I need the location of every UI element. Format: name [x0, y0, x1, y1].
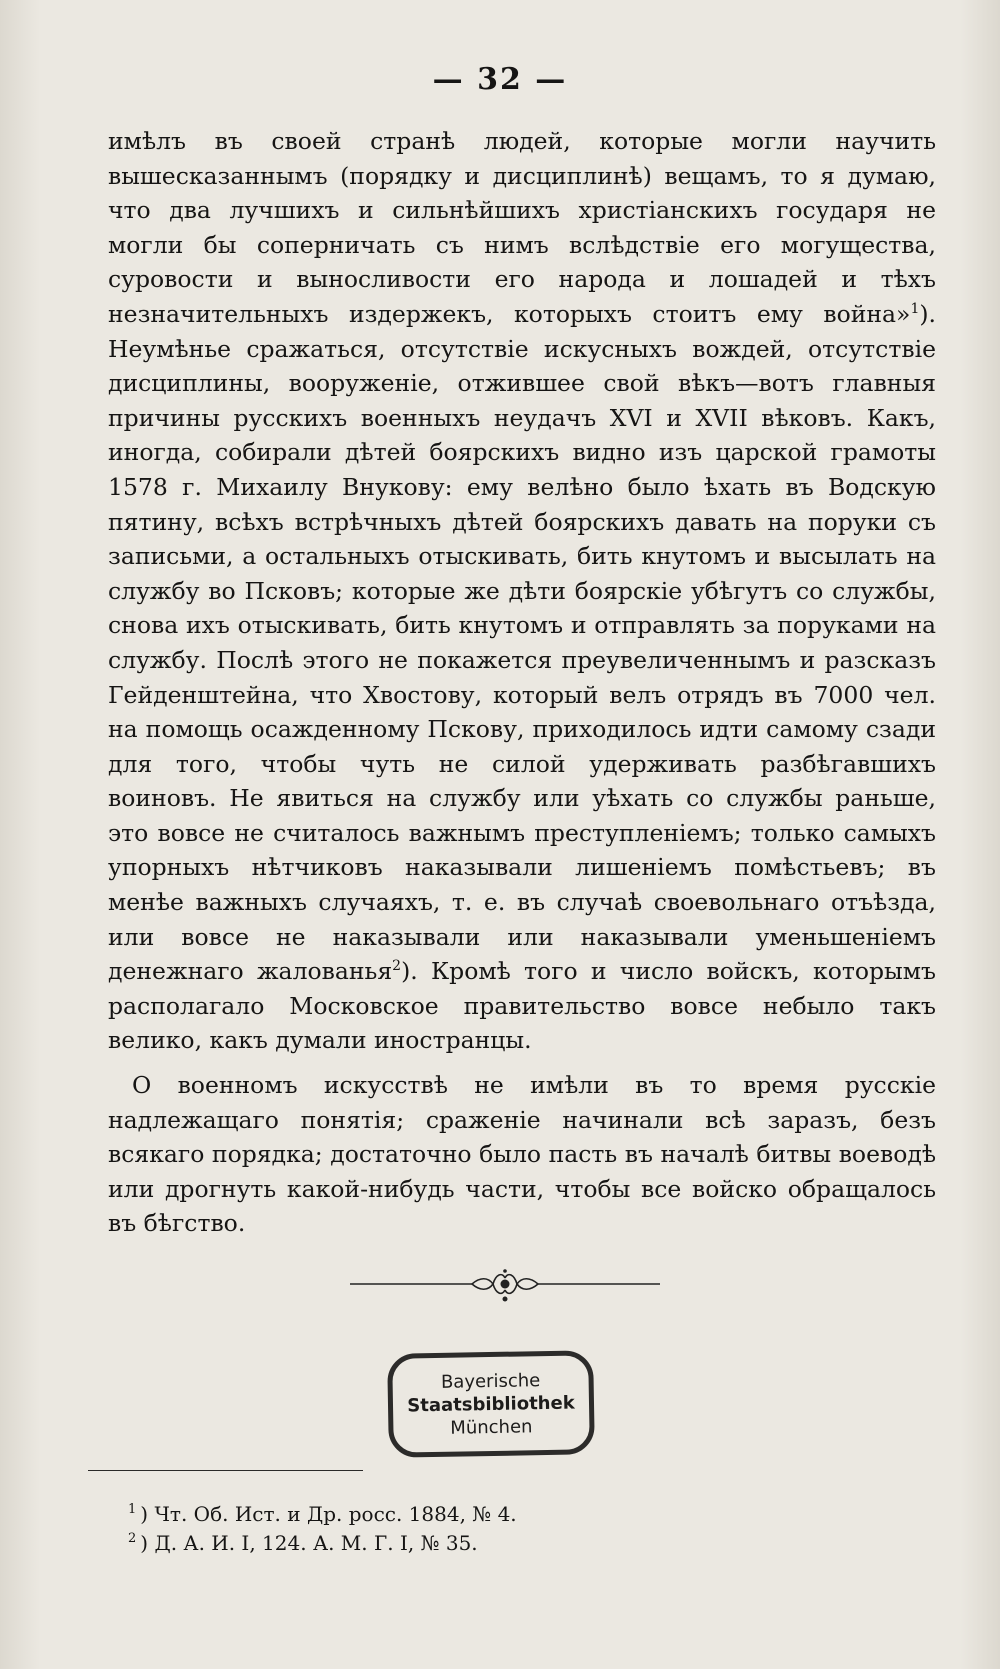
paragraph-1-part-2: ). Неумѣнье сражаться, отсутствіе искусныхъ вождей, отсутствіе дисциплины, вооруженіе, отжившее свой вѣкъ—вотъ главныя причины русскихъ военныхъ неудачъ XVI и XVII вѣковъ. Какъ, иногда, собирали дѣтей боярскихъ видно изъ царской грамоты 1578 г. Михаилу Внукову: ему велѣно было ѣхать въ Водскую пятину, всѣхъ встрѣчныхъ дѣтей боярскихъ давать на поруки съ записьми, а остальныхъ отыскивать, бить кнутомъ и высылать на службу во Псковъ; которые же дѣти боярскіе убѣгутъ со службы, снова ихъ отыскивать, бить кнутомъ и отправлять за поруками на службу. Послѣ этого не покажется преувеличеннымъ и разсказъ Гейденштейна, что Хвостову, который велъ отрядъ въ 7000 чел. на помощь осажденному Пскову, приходилось идти самому сзади для того, чтобы чуть не силой удерживать разбѣгавшихъ воиновъ. Не явиться на службу или уѣхать со службы раньше, это вовсе не считалось важнымъ преступленіемъ; только самыхъ упорныхъ нѣтчиковъ наказывали лишеніемъ помѣстьевъ; въ менѣе важныхъ случаяхъ, т. е. въ случаѣ своевольнаго отъѣзда, или вовсе не наказывали или наказывали уменьшеніемъ денежнаго жалованья	[108, 299, 936, 986]
footnote-ref-2: 2	[392, 958, 402, 975]
footnotes	[128, 1500, 828, 1558]
paragraph-1	[108, 124, 936, 1058]
footnote-ref-1: 1	[910, 301, 920, 318]
footnote-2	[128, 1529, 828, 1558]
paragraph-1-part-1: имѣлъ въ своей странѣ людей, которые могли научить вышесказаннымъ (порядку и дисциплинѣ) вещамъ, то я думаю, что два лучшихъ и сильнѣйшихъ христіанскихъ государя не могли бы соперничать съ нимъ вслѣдствіе его могущества, суровости и выносливости его народа и лошадей и тѣхъ незначительныхъ издержекъ, которыхъ стоитъ ему война»	[108, 127, 936, 328]
footnote-1-text: ) Чт. Об. Ист. и Др. росс. 1884, № 4.	[140, 1502, 517, 1526]
ornament-divider	[350, 1268, 660, 1304]
footnote-2-marker: 2	[128, 1531, 137, 1547]
library-stamp	[387, 1350, 595, 1458]
stamp-line-2: Staatsbibliothek	[407, 1392, 575, 1416]
footnote-1-marker: 1	[128, 1502, 137, 1518]
paragraph-2: О военномъ искусствѣ не имѣли въ то время русскіе надлежащаго понятія; сраженіе начинали всѣ заразъ, безъ всякаго порядка; достаточно было пасть въ началѣ битвы воеводѣ или дрогнуть какой-нибудь части, чтобы все войско обращалось въ бѣгство.	[108, 1071, 936, 1238]
paragraph-1-part-3: ). Кромѣ того и число войскъ, которымъ располагало Московское правительство вовсе небыло такъ велико, какъ думали иностранцы.	[108, 957, 936, 1055]
footnote-1	[128, 1500, 828, 1529]
page-number: — 32 —	[432, 62, 568, 97]
footnote-separator	[88, 1470, 363, 1471]
stamp-line-1: Bayerische	[440, 1369, 541, 1393]
main-text	[108, 124, 936, 1241]
footnote-2-text: ) Д. А. И. I, 124. А. М. Г. I, № 35.	[140, 1531, 478, 1555]
stamp-line-3: München	[450, 1415, 533, 1439]
